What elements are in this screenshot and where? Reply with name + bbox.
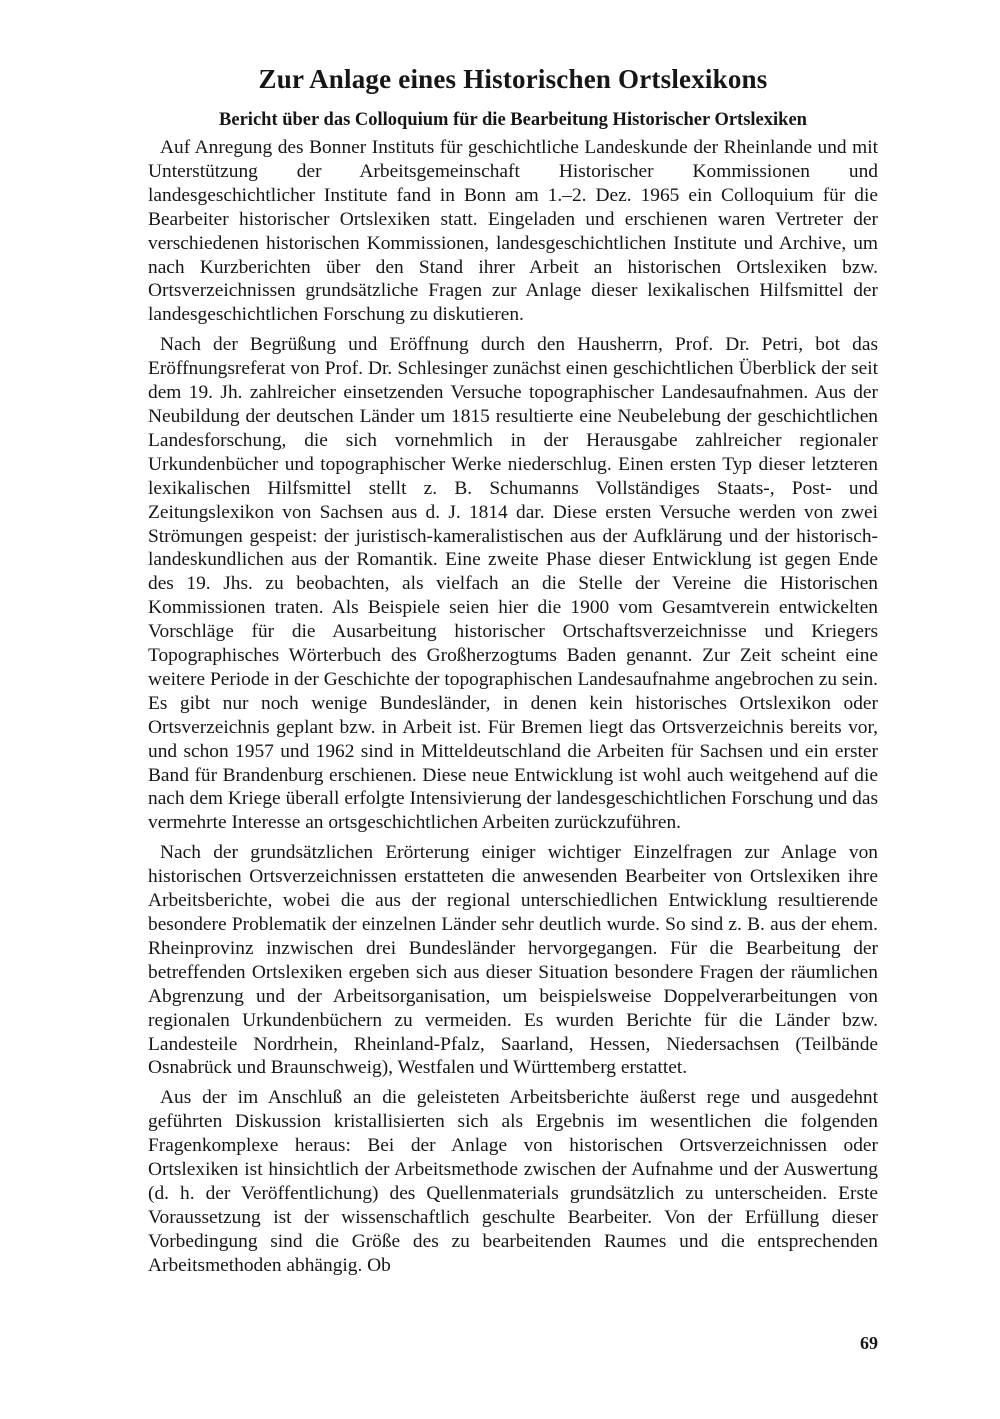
- paragraph-4: Aus der im Anschluß an die geleisteten Arbeitsberichte äußerst rege und ausgedehnt geführten Diskussion kristallisierten sich als Ergebnis im wesentlichen die folgenden Fragenkomplexe heraus: Bei der Anlage von historischen Ortsverzeichnissen oder Ortslexiken ist hinsichtlich der Arbeitsmethode zwischen der Aufnahme und der Auswertung (d. h. der Veröffentlichung) des Quellenmaterials grundsätzlich zu unterscheiden. Erste Voraussetzung ist der wissenschaftlich geschulte Bearbeiter. Von der Erfüllung dieser Vorbedingung sind die Größe des zu bearbeitenden Raumes und die entsprechenden Arbeitsmethoden abhängig. Ob: [148, 1087, 878, 1276]
- paragraph-1: Auf Anregung des Bonner Instituts für geschichtliche Landeskunde der Rheinlande und mit Unterstützung der Arbeitsgemeinschaft Historischer Kommissionen und landesgeschichtlicher Institute fand in Bonn am 1.–2. Dez. 1965 ein Colloquium für die Bearbeiter historischer Ortslexiken statt. Eingeladen und erschienen waren Vertreter der verschiedenen historischen Kommissionen, landesgeschichtlichen Institute und Archive, um nach Kurzberichten über den Stand ihrer Arbeit an historischen Ortslexiken bzw. Ortsverzeichnissen grundsätzliche Fragen zur Anlage dieser lexikalischen Hilfsmittel der landesgeschichtlichen Forschung zu diskutieren.: [148, 137, 878, 326]
- paragraph-2: Nach der Begrüßung und Eröffnung durch den Hausherrn, Prof. Dr. Petri, bot das Eröffnungsreferat von Prof. Dr. Schlesinger zunächst einen geschichtlichen Überblick der seit dem 19. Jh. zahlreicher einsetzenden Versuche topographischer Landesaufnahmen. Aus der Neubildung der deutschen Länder um 1815 resultierte eine Neubelebung der geschichtlichen Landesforschung, die sich vornehmlich in der Herausgabe zahlreicher regionaler Urkundenbücher und topographischer Werke niederschlug. Einen ersten Typ dieser letzteren lexikalischen Hilfsmittel stellt z. B. Schumanns Vollständiges Staats-, Post- und Zeitungslexikon von Sachsen aus d. J. 1814 dar. Diese ersten Versuche werden von zwei Strömungen gespeist: der juristisch-kameralistischen aus der Aufklärung und der historisch-landeskundlichen aus der Romantik. Eine zweite Phase dieser Entwicklung ist gegen Ende des 19. Jhs. zu beobachten, als vielfach an die Stelle der Vereine die Historischen Kommissionen traten. Als Beispiele seien hier die 1900 vom Gesamtverein entwickelten Vorschläge für die Ausarbeitung historischer Ortschaftsverzeichnisse und Kriegers Topographisches Wörterbuch des Großherzogtums Baden genannt. Zur Zeit scheint eine weitere Periode in der Geschichte der topographischen Landesaufnahme angebrochen zu sein. Es gibt nur noch wenige Bundesländer, in denen kein historisches Ortslexikon oder Ortsverzeichnis geplant bzw. in Arbeit ist. Für Bremen liegt das Ortsverzeichnis bereits vor, und schon 1957 und 1962 sind in Mitteldeutschland die Arbeiten für Sachsen und ein erster Band für Brandenburg erschienen. Diese neue Entwicklung ist wohl auch weitgehend auf die nach dem Kriege überall erfolgte Intensivierung der landesgeschichtlichen Forschung und das vermehrte Interesse an ortsgeschichtlichen Arbeiten zurückzuführen.: [148, 334, 878, 834]
- article-title: Zur Anlage eines Historischen Ortslexikons: [258, 64, 768, 94]
- document-page: [148, 62, 878, 1352]
- page-number: 69: [860, 1333, 878, 1353]
- article-subtitle: Bericht über das Colloquium für die Bearbeitung Historischer Ortslexiken: [219, 110, 807, 130]
- paragraph-3: Nach der grundsätzlichen Erörterung einiger wichtiger Einzelfragen zur Anlage von historischen Ortsverzeichnissen erstatteten die anwesenden Bearbeiter von Ortslexiken ihre Arbeitsberichte, wobei die aus der regional unterschiedlichen Entwicklung resultierende besondere Problematik der einzelnen Länder sehr deutlich wurde. So sind z. B. aus der ehem. Rheinprovinz inzwischen drei Bundesländer hervorgegangen. Für die Bearbeitung der betreffenden Ortslexiken ergeben sich aus dieser Situation besondere Fragen der räumlichen Abgrenzung und der Arbeitsorganisation, um beispielsweise Doppelverarbeitungen von regionalen Urkundenbüchern zu vermeiden. Es wurden Berichte für die Länder bzw. Landesteile Nordrhein, Rheinland-Pfalz, Saarland, Hessen, Niedersachsen (Teilbände Osnabrück und Braunschweig), Westfalen und Württemberg erstattet.: [148, 842, 878, 1079]
